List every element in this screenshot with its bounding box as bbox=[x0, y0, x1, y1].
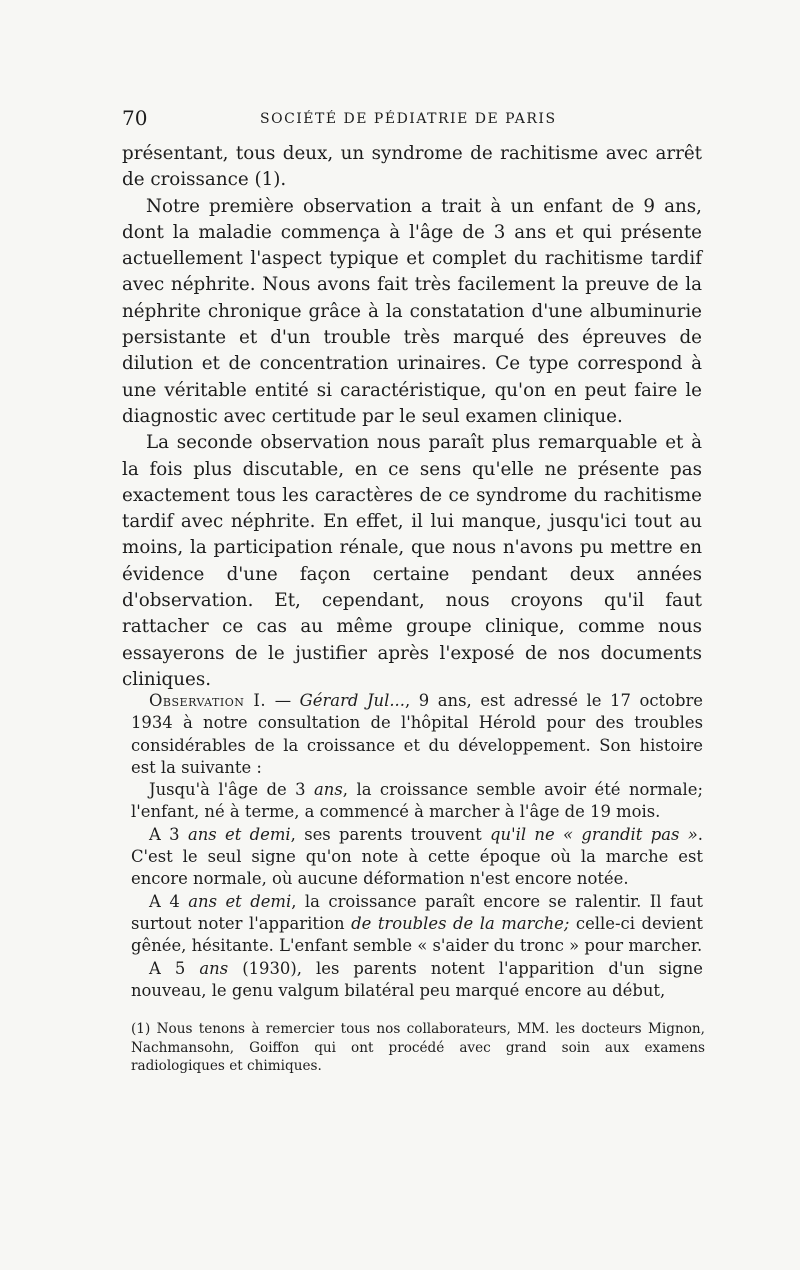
intro-paragraph-3: La seconde observation nous paraît plus remarquable et à la fois plus discutable, en ce sens qu'elle ne présente pas exactement tous les caractères de ce syndrome du rachitisme tardif avec néphrite. En effet, il lui manque, jusqu'ici tout au moins, la participation rénale, que nous n'avons pu mettre en évidence d'une façon certaine pendant deux années d'observation. Et, cependant, nous croyons qu'il faut rattacher ce cas au même groupe clinique, comme nous essayerons de le justifier après l'exposé de nos documents cliniques. bbox=[122, 432, 702, 690]
observation-p2-em: ans bbox=[314, 780, 343, 800]
observation-paragraph-3 bbox=[131, 824, 703, 891]
observation-paragraph-5 bbox=[131, 958, 703, 1003]
observation-heading: Observation I. bbox=[149, 691, 267, 710]
intro-text bbox=[122, 141, 702, 693]
observation-p3-em2: qu'il ne « grandit pas » bbox=[490, 824, 698, 844]
journal-title: SOCIÉTÉ DE PÉDIATRIE DE PARIS bbox=[260, 111, 557, 127]
observation-paragraph-4 bbox=[131, 891, 703, 958]
intro-paragraph-2: Notre première observation a trait à un enfant de 9 ans, dont la maladie commença à l'âge de 3 ans et qui présente actuellement l'aspect typique et complet du rachitisme tardif avec néphrite. Nous avons fait très facilement la preuve de la néphrite chronique grâce à la constatation d'une albuminurie persistante et d'un trouble très marqué des épreuves de dilution et de concentration urinaires. Ce type correspond à une véritable entité si caractéristique, qu'on en peut faire le diagnostic avec certitude par le seul examen clinique. bbox=[122, 195, 702, 427]
observation-section bbox=[131, 690, 703, 1002]
footnote bbox=[131, 1020, 705, 1076]
observation-p1-text: , 9 ans, est adressé le 17 octobre 1934 à notre consultation de l'hôpital Hérold pour des troubles considérables de la croissance et du développement. Son histoire est la suivante : bbox=[131, 691, 703, 777]
running-head bbox=[122, 104, 712, 132]
footnote-text: (1) Nous tenons à remercier tous nos collaborateurs, MM. les docteurs Mignon, Nachmansohn, Goiffon qui ont procédé avec grand soin aux examens radiologiques et chimiques. bbox=[131, 1021, 705, 1074]
observation-p2-b: , la croissance semble avoir été normale; l'enfant, né à terme, a commencé à marcher à l'âge de 19 mois. bbox=[131, 780, 703, 822]
intro-paragraph-1: présentant, tous deux, un syndrome de rachitisme avec arrêt de croissance (1). bbox=[122, 143, 702, 191]
observation-p3-b: , ses parents trouvent bbox=[290, 824, 491, 844]
observation-p2-a: Jusqu'à l'âge de 3 bbox=[149, 780, 315, 800]
observation-p4-b: , la croissance paraît encore se ralentir. Il faut surtout noter l'apparition bbox=[131, 891, 703, 933]
observation-p5-em: ans bbox=[199, 958, 229, 978]
observation-p3-c: . C'est le seul signe qu'on note à cette époque où la marche est encore normale, où aucune déformation n'est encore notée. bbox=[131, 824, 703, 889]
observation-p5-a: A 5 bbox=[149, 958, 200, 978]
observation-p3-em1: ans et demi bbox=[187, 824, 291, 844]
page-number: 70 bbox=[122, 106, 148, 130]
observation-p4-em1: ans et demi bbox=[188, 891, 292, 911]
observation-dash: — bbox=[266, 691, 300, 710]
observation-p4-a: A 4 bbox=[149, 891, 189, 911]
observation-p5-b: (1930), les parents notent l'apparition d'un signe nouveau, le genu valgum bilatéral peu marqué encore au début, bbox=[131, 958, 703, 1000]
observation-p3-a: A 3 bbox=[149, 824, 188, 844]
observation-p4-c: celle-ci devient gênée, hésitante. L'enfant semble « s'aider du tronc » pour marcher. bbox=[131, 913, 704, 956]
observation-p4-em2: de troubles de la marche; bbox=[351, 913, 570, 933]
observation-paragraph-1 bbox=[131, 690, 703, 779]
observation-paragraph-2 bbox=[131, 779, 703, 824]
patient-name: Gérard Jul... bbox=[299, 691, 405, 710]
